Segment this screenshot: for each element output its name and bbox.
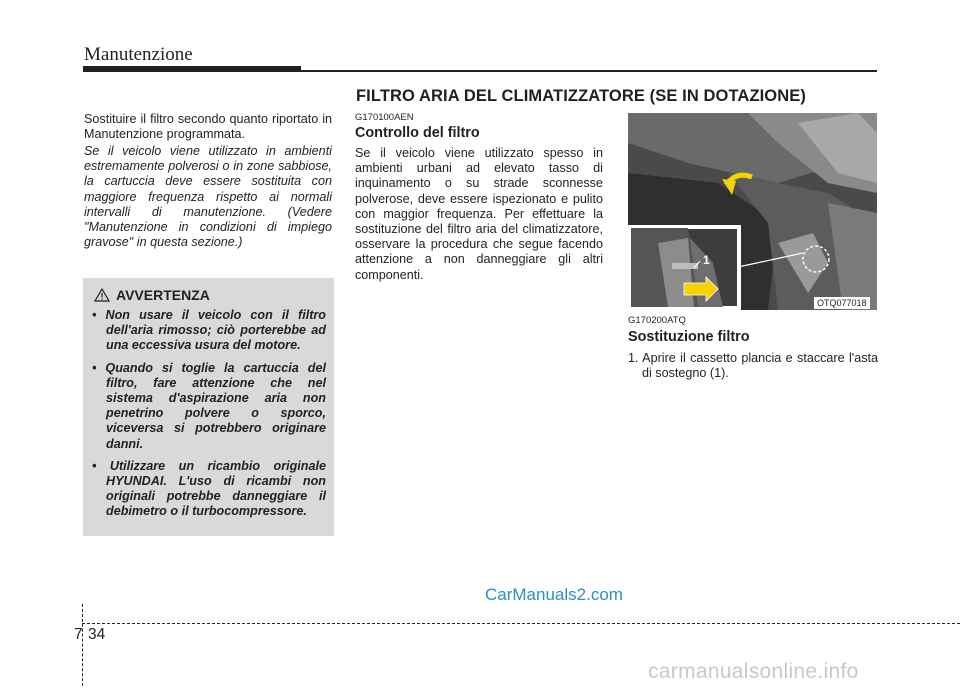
chapter-header-title: Manutenzione [84,44,193,65]
chapter-number: 7 [74,626,83,643]
subtitle-filter-check: Controllo del filtro [355,125,480,141]
warning-triangle-icon [94,288,110,302]
footer-divider-horizontal [82,623,960,624]
watermark-link[interactable]: CarManuals2.com [485,585,623,604]
page-number: 34 [88,626,106,643]
intro-paragraph: Sostituire il filtro secondo quanto riportato in Manutenzione programmata. [84,112,332,142]
dusty-conditions-note: Se il veicolo viene utilizzato in ambienti estremamente polverosi o in zone sabbiose, la cartuccia deve essere sostituita con maggiore frequenza rispetto ai normali intervalli di manutenzione. (Vedere "Manutenzione in condizioni di impiego gravose" in questa sezione.) [84,144,332,250]
subtitle-filter-replacement: Sostituzione filtro [628,329,750,345]
filter-check-paragraph: Se il veicolo viene utilizzato spesso in ambienti urbani ad elevato tasso di inquinamento o su strade sconnesse polverose, deve essere ispezionato e pulito con maggior frequenza. Per effettuare la sostituzione del filtro aria del climatizzatore, osservare la procedura che segue facendo attenzione a non danneggiare gli altri componenti. [355,146,603,282]
glovebox-photo [628,113,877,310]
warning-item: • Non usare il veicolo con il filtro dell'aria rimosso; ciò porterebbe ad una eccessiva usura del motore. [92,308,326,353]
photo-caption: OTQ077018 [814,297,870,309]
replacement-step-1: 1. Aprire il cassetto plancia e staccare l'asta di sostegno (1). [628,351,878,381]
section-code-replace: G170200ATQ [628,315,686,326]
header-rule-thick [83,66,301,72]
photo-callout-number: 1 [703,253,710,267]
warning-title: AVVERTENZA [116,287,210,303]
glovebox-illustration [628,113,877,310]
footer-divider-vertical [82,604,84,686]
header-rule-thin [301,70,877,72]
warning-list [92,308,326,527]
section-title: FILTRO ARIA DEL CLIMATIZZATORE (SE IN DOTAZIONE) [356,87,806,105]
section-code-check: G170100AEN [355,112,414,123]
watermark-secondary: carmanualsonline.info [648,660,859,683]
warning-item: • Quando si toglie la cartuccia del filtro, fare attenzione che nel sistema d'aspirazione aria non penetrino polvere o sporco, viceversa si potrebbero originare danni. [92,360,326,451]
warning-item: • Utilizzare un ricambio originale HYUNDAI. L'uso di ricambi non originali potrebbe danneggiare il debimetro o il turbocompressore. [92,458,326,519]
